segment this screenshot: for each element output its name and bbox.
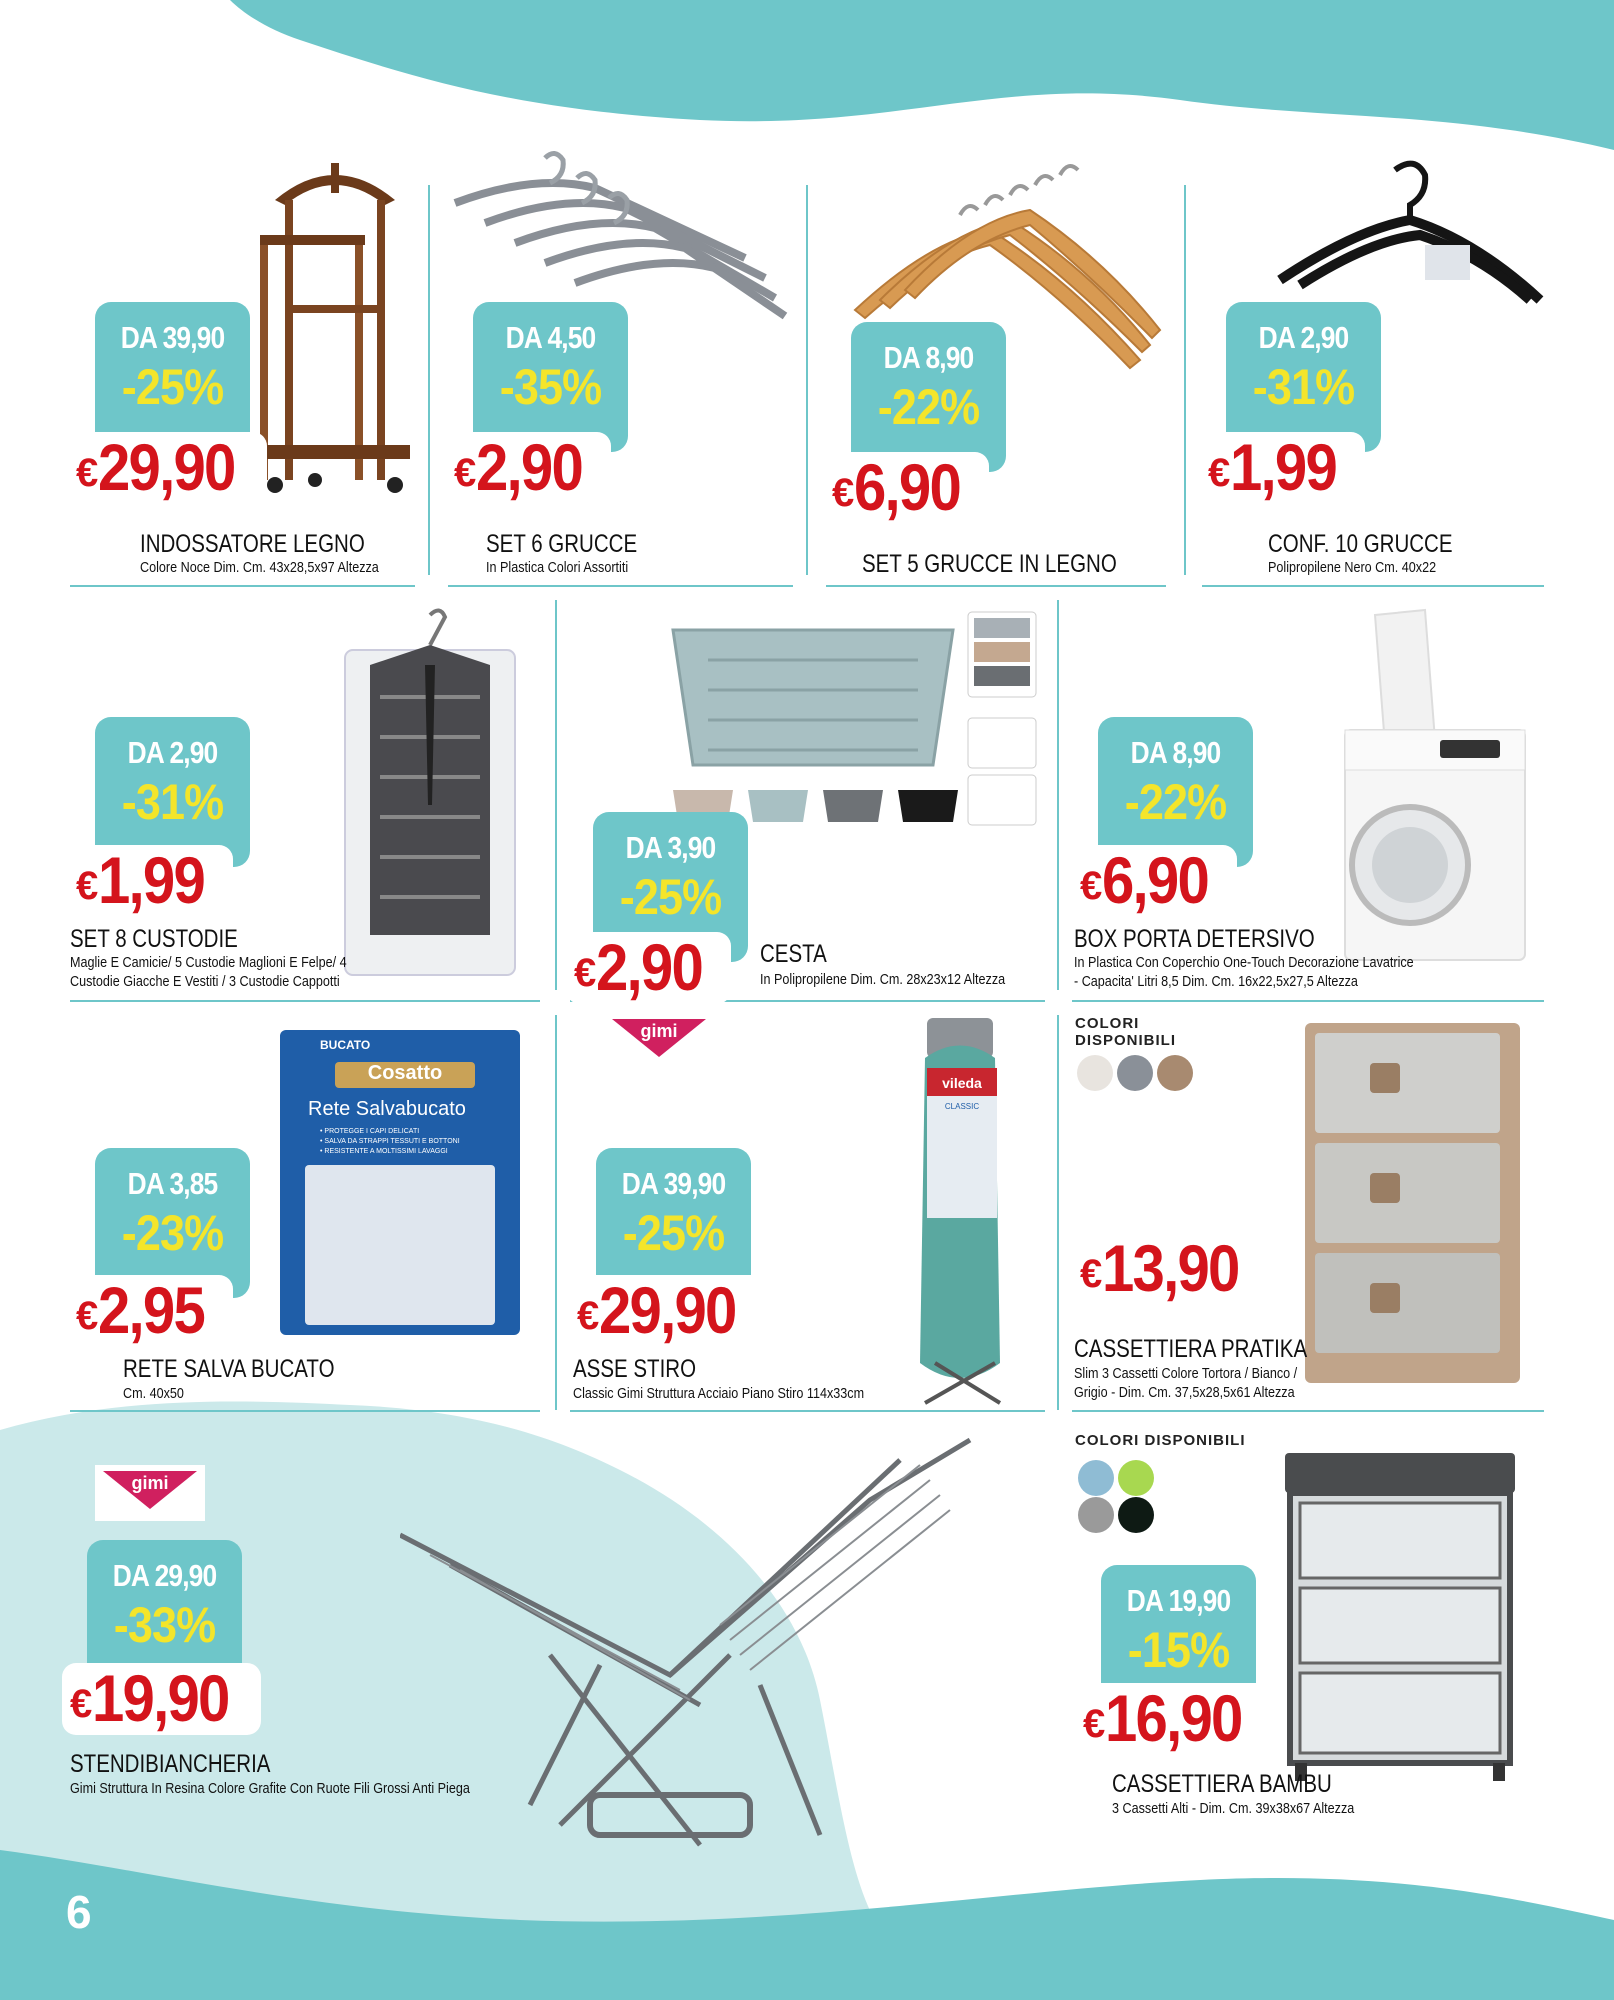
product-description: - Capacita' Litri 8,5 Dim. Cm. 16x22,5x27,5 Altezza bbox=[1074, 973, 1358, 990]
separator bbox=[1057, 600, 1059, 990]
valet-stand-image bbox=[255, 155, 415, 500]
old-price: DA 8,90 bbox=[1130, 735, 1221, 770]
colors-available-label bbox=[1075, 1015, 1176, 1049]
discount-percent: -33% bbox=[113, 1597, 216, 1653]
product-name: INDOSSATORE LEGNO bbox=[140, 530, 365, 558]
product-name: CONF. 10 GRUCCE bbox=[1268, 530, 1453, 558]
currency-symbol: € bbox=[76, 864, 99, 908]
separator bbox=[1072, 1410, 1544, 1412]
gimi-logo bbox=[604, 1013, 714, 1069]
old-price: DA 2,90 bbox=[127, 735, 218, 770]
currency-symbol: € bbox=[574, 951, 597, 995]
currency-symbol: € bbox=[577, 1294, 600, 1338]
separator bbox=[826, 585, 1166, 587]
plastic-drawer-unit-image bbox=[1280, 1448, 1520, 1783]
old-price: DA 29,90 bbox=[112, 1558, 217, 1593]
product-description: Colore Noce Dim. Cm. 43x28,5x97 Altezza bbox=[140, 559, 379, 576]
product-description: 3 Cassetti Alti - Dim. Cm. 39x38x67 Altezza bbox=[1112, 1800, 1355, 1817]
separator bbox=[555, 600, 557, 990]
product-description: In Plastica Con Coperchio One-Touch Decorazione Lavatrice bbox=[1074, 954, 1414, 971]
gimi-logo-text: gimi bbox=[640, 1021, 678, 1041]
discount-percent: -31% bbox=[1252, 359, 1355, 415]
color-swatch-black bbox=[1118, 1497, 1154, 1533]
price-value: 29,90 bbox=[98, 430, 235, 504]
product-description: Grigio - Dim. Cm. 37,5x28,5x61 Altezza bbox=[1074, 1384, 1295, 1401]
price-value: 1,99 bbox=[98, 843, 205, 917]
discount-percent: -23% bbox=[121, 1205, 224, 1261]
product-name: SET 5 GRUCCE IN LEGNO bbox=[862, 550, 1117, 578]
package-bullet: • RESISTENTE A MOLTISSIMI LAVAGGI bbox=[320, 1148, 448, 1155]
price-value: 2,95 bbox=[98, 1273, 205, 1347]
laundry-net-package bbox=[280, 1030, 520, 1335]
black-hangers-image bbox=[1275, 160, 1550, 310]
separator bbox=[70, 1410, 540, 1412]
detergent-box-image bbox=[1330, 605, 1540, 970]
price bbox=[68, 845, 233, 917]
gimi-logo bbox=[95, 1465, 205, 1521]
colors-label-line: DISPONIBILI bbox=[1075, 1032, 1177, 1049]
product-description: Slim 3 Cassetti Colore Tortora / Bianco / bbox=[1074, 1365, 1298, 1382]
product-name: SET 8 CUSTODIE bbox=[70, 925, 238, 953]
ironing-board-image bbox=[905, 1013, 1025, 1408]
product-description: Gimi Struttura In Resina Colore Grafite Con Ruote Fili Grossi Anti Piega bbox=[70, 1780, 470, 1797]
package-title: Rete Salvabucato bbox=[308, 1098, 466, 1120]
product-name: ASSE STIRO bbox=[573, 1355, 697, 1383]
vileda-model: CLASSIC bbox=[944, 1102, 980, 1111]
price bbox=[1072, 1233, 1271, 1305]
product-description: Polipropilene Nero Cm. 40x22 bbox=[1268, 559, 1437, 576]
page-number: 6 bbox=[66, 1886, 92, 1938]
separator bbox=[570, 1410, 1045, 1412]
package-window bbox=[305, 1165, 495, 1325]
separator bbox=[428, 185, 430, 575]
color-swatch-light-blue bbox=[1078, 1460, 1114, 1496]
old-price: DA 4,50 bbox=[505, 320, 596, 355]
color-swatch-grey bbox=[1117, 1055, 1153, 1091]
separator bbox=[806, 185, 808, 575]
product-description: In Plastica Colori Assortiti bbox=[486, 559, 629, 576]
price-value: 13,90 bbox=[1102, 1231, 1239, 1305]
old-price: DA 19,90 bbox=[1126, 1583, 1231, 1618]
discount-percent: -35% bbox=[499, 359, 602, 415]
price-value: 2,90 bbox=[476, 430, 583, 504]
separator bbox=[1072, 1000, 1544, 1002]
price bbox=[566, 932, 731, 1004]
product-name: CESTA bbox=[760, 940, 827, 968]
color-swatch-grey bbox=[1078, 1497, 1114, 1533]
separator bbox=[1057, 1015, 1059, 1410]
currency-symbol: € bbox=[76, 451, 99, 495]
price-value: 6,90 bbox=[854, 450, 961, 524]
package-brand: Cosatto bbox=[335, 1062, 475, 1088]
product-name: CASSETTIERA PRATIKA bbox=[1074, 1335, 1308, 1363]
separator bbox=[70, 585, 415, 587]
drawer-unit-image bbox=[1300, 1018, 1525, 1388]
currency-symbol: € bbox=[1080, 1252, 1103, 1296]
product-name: BOX PORTA DETERSIVO bbox=[1074, 925, 1315, 953]
separator bbox=[555, 1015, 557, 1410]
separator bbox=[1202, 585, 1544, 587]
color-swatch-lime bbox=[1118, 1460, 1154, 1496]
price-value: 16,90 bbox=[1105, 1681, 1242, 1755]
package-top-label: BUCATO bbox=[320, 1038, 371, 1052]
discount-percent: -25% bbox=[622, 1205, 725, 1261]
price-value: 6,90 bbox=[1102, 843, 1209, 917]
price bbox=[824, 452, 989, 524]
price bbox=[569, 1275, 768, 1347]
package-bullet: • PROTEGGE I CAPI DELICATI bbox=[320, 1128, 420, 1135]
gimi-logo-text: gimi bbox=[131, 1473, 169, 1493]
garment-bags-image bbox=[330, 605, 530, 985]
separator bbox=[448, 585, 793, 587]
price bbox=[62, 1663, 261, 1735]
currency-symbol: € bbox=[76, 1294, 99, 1338]
currency-symbol: € bbox=[1080, 864, 1103, 908]
separator bbox=[70, 1000, 540, 1002]
price-value: 2,90 bbox=[596, 930, 703, 1004]
product-description: In Polipropilene Dim. Cm. 28x23x12 Altezza bbox=[760, 971, 1006, 988]
old-price: DA 39,90 bbox=[120, 320, 225, 355]
discount-percent: -31% bbox=[121, 774, 224, 830]
discount-percent: -22% bbox=[877, 379, 980, 435]
separator bbox=[1184, 185, 1186, 575]
colors-label-line: COLORI DISPONIBILI bbox=[1075, 1432, 1246, 1449]
price bbox=[1075, 1683, 1274, 1755]
product-description: Custodie Giacche E Vestiti / 3 Custodie Cappotti bbox=[70, 973, 340, 990]
product-name: CASSETTIERA BAMBU bbox=[1112, 1770, 1332, 1798]
price bbox=[1200, 432, 1365, 504]
basket-image bbox=[668, 600, 1040, 830]
product-description: Cm. 40x50 bbox=[123, 1385, 184, 1402]
currency-symbol: € bbox=[832, 471, 855, 515]
old-price: DA 2,90 bbox=[1258, 320, 1349, 355]
price bbox=[68, 432, 267, 504]
currency-symbol: € bbox=[1083, 1702, 1106, 1746]
product-name: SET 6 GRUCCE bbox=[486, 530, 638, 558]
currency-symbol: € bbox=[454, 451, 477, 495]
vileda-brand: vileda bbox=[942, 1075, 982, 1091]
product-description: Maglie E Camicie/ 5 Custodie Maglioni E Felpe/ 4 bbox=[70, 954, 347, 971]
price bbox=[68, 1275, 233, 1347]
package-bullet: • SALVA DA STRAPPI TESSUTI E BOTTONI bbox=[320, 1138, 460, 1145]
price-value: 19,90 bbox=[92, 1661, 229, 1735]
old-price: DA 8,90 bbox=[883, 340, 974, 375]
color-swatch-taupe-white bbox=[1077, 1055, 1113, 1091]
product-name: RETE SALVA BUCATO bbox=[123, 1355, 335, 1383]
product-description: Classic Gimi Struttura Acciaio Piano Stiro 114x33cm bbox=[573, 1385, 865, 1402]
color-swatch-taupe bbox=[1157, 1055, 1193, 1091]
discount-percent: -25% bbox=[121, 359, 224, 415]
colors-label-line: COLORI bbox=[1075, 1015, 1140, 1032]
price bbox=[446, 432, 611, 504]
colors-available-label bbox=[1075, 1432, 1246, 1449]
price-value: 1,99 bbox=[1230, 430, 1337, 504]
discount-percent: -22% bbox=[1124, 774, 1227, 830]
old-price: DA 3,90 bbox=[625, 830, 716, 865]
clothes-dryer-image bbox=[400, 1425, 980, 1855]
price bbox=[1072, 845, 1237, 917]
price-value: 29,90 bbox=[599, 1273, 736, 1347]
product-name: STENDIBIANCHERIA bbox=[70, 1750, 271, 1778]
old-price: DA 3,85 bbox=[127, 1166, 218, 1201]
discount-percent: -25% bbox=[619, 869, 722, 925]
currency-symbol: € bbox=[1208, 451, 1231, 495]
discount-percent: -15% bbox=[1127, 1622, 1230, 1678]
currency-symbol: € bbox=[70, 1682, 93, 1726]
plastic-hangers-image bbox=[445, 148, 790, 328]
old-price: DA 39,90 bbox=[621, 1166, 726, 1201]
